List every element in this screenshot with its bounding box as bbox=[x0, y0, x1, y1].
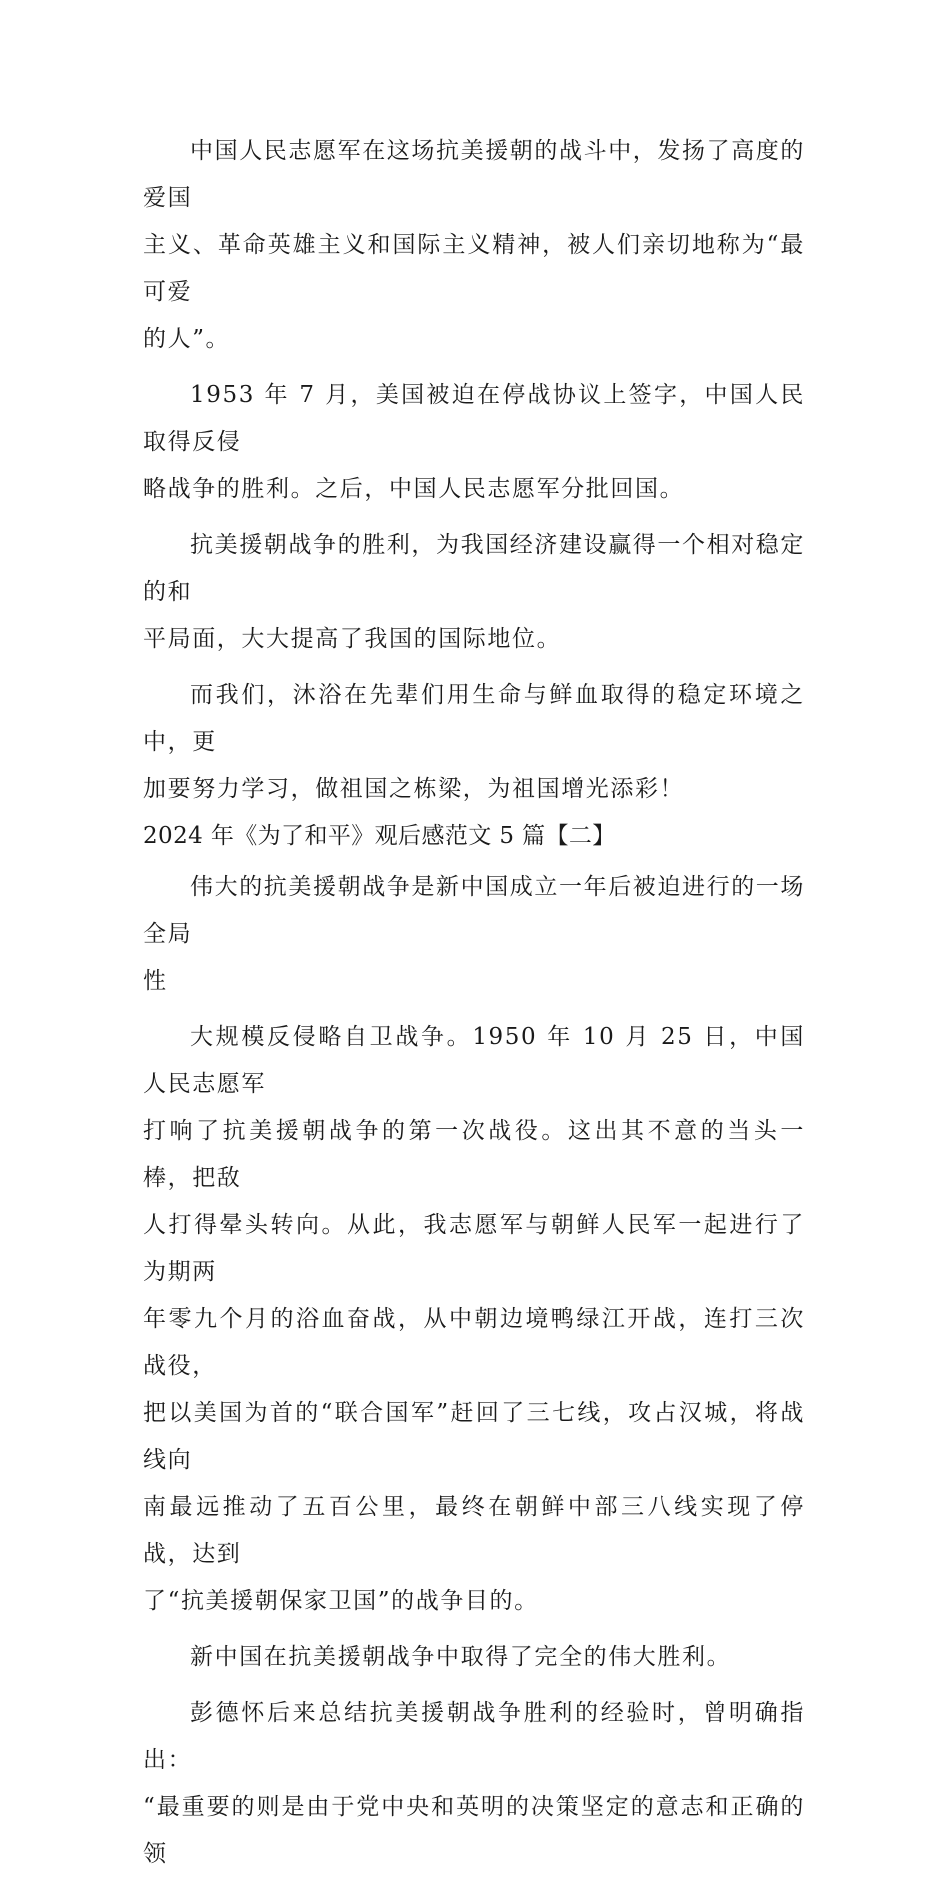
paragraph-great-war bbox=[143, 864, 805, 1005]
paragraph-our-duty bbox=[143, 672, 805, 813]
text-line: “最重要的则是由于党中央和英明的决策坚定的意志和正确的领 bbox=[143, 1794, 805, 1867]
text-line: 平局面，大大提高了我国的国际地位。 bbox=[143, 626, 562, 652]
text-line: 1953 年 7 月，美国被迫在停战协议上签字，中国人民取得反侵 bbox=[143, 382, 805, 455]
document-body bbox=[143, 128, 805, 1878]
text-line: 新中国在抗美援朝战争中取得了完全的伟大胜利。 bbox=[190, 1644, 732, 1670]
text-line: 人打得晕头转向。从此，我志愿军与朝鲜人民军一起进行了为期两 bbox=[143, 1212, 805, 1285]
text-line: 把以美国为首的“联合国军”赶回了三七线，攻占汉城，将战线向 bbox=[143, 1400, 805, 1473]
text-line: 的人”。 bbox=[143, 326, 231, 352]
paragraph-volunteer-spirit bbox=[143, 128, 805, 363]
text-line: 打响了抗美援朝战争的第一次战役。这出其不意的当头一棒，把敌 bbox=[143, 1118, 805, 1191]
section-heading: 2024 年《为了和平》观后感范文 5 篇【二】 bbox=[143, 823, 616, 849]
text-line: 伟大的抗美援朝战争是新中国成立一年后被迫进行的一场全局 bbox=[143, 874, 805, 947]
text-line: 主义、革命英雄主义和国际主义精神，被人们亲切地称为“最可爱 bbox=[143, 232, 805, 305]
text-line: 了“抗美援朝保家卫国”的战争目的。 bbox=[143, 1588, 539, 1614]
text-line: 大规模反侵略自卫战争。1950 年 10 月 25 日，中国人民志愿军 bbox=[143, 1024, 805, 1097]
text-line: 中国人民志愿军在这场抗美援朝的战斗中，发扬了高度的爱国 bbox=[143, 138, 805, 211]
text-line: 略战争的胜利。之后，中国人民志愿军分批回国。 bbox=[143, 476, 685, 502]
text-line: 加要努力学习，做祖国之栋梁，为祖国增光添彩！ bbox=[143, 776, 685, 802]
text-line: 而我们，沐浴在先辈们用生命与鲜血取得的稳定环境之中，更 bbox=[143, 682, 805, 755]
text-line: 年零九个月的浴血奋战，从中朝边境鸭绿江开战，连打三次战役， bbox=[143, 1306, 805, 1379]
text-line: 南最远推动了五百公里，最终在朝鲜中部三八线实现了停战，达到 bbox=[143, 1494, 805, 1567]
text-line: 彭德怀后来总结抗美援朝战争胜利的经验时，曾明确指出： bbox=[143, 1700, 805, 1773]
paragraph-peng-dehuai bbox=[143, 1690, 805, 1878]
text-line: 抗美援朝战争的胜利，为我国经济建设赢得一个相对稳定的和 bbox=[143, 532, 805, 605]
text-line: 性 bbox=[143, 968, 168, 994]
paragraph-victory-significance bbox=[143, 522, 805, 663]
paragraph-armistice-1953 bbox=[143, 372, 805, 513]
paragraph-complete-victory bbox=[143, 1634, 805, 1681]
paragraph-first-campaign bbox=[143, 1014, 805, 1625]
